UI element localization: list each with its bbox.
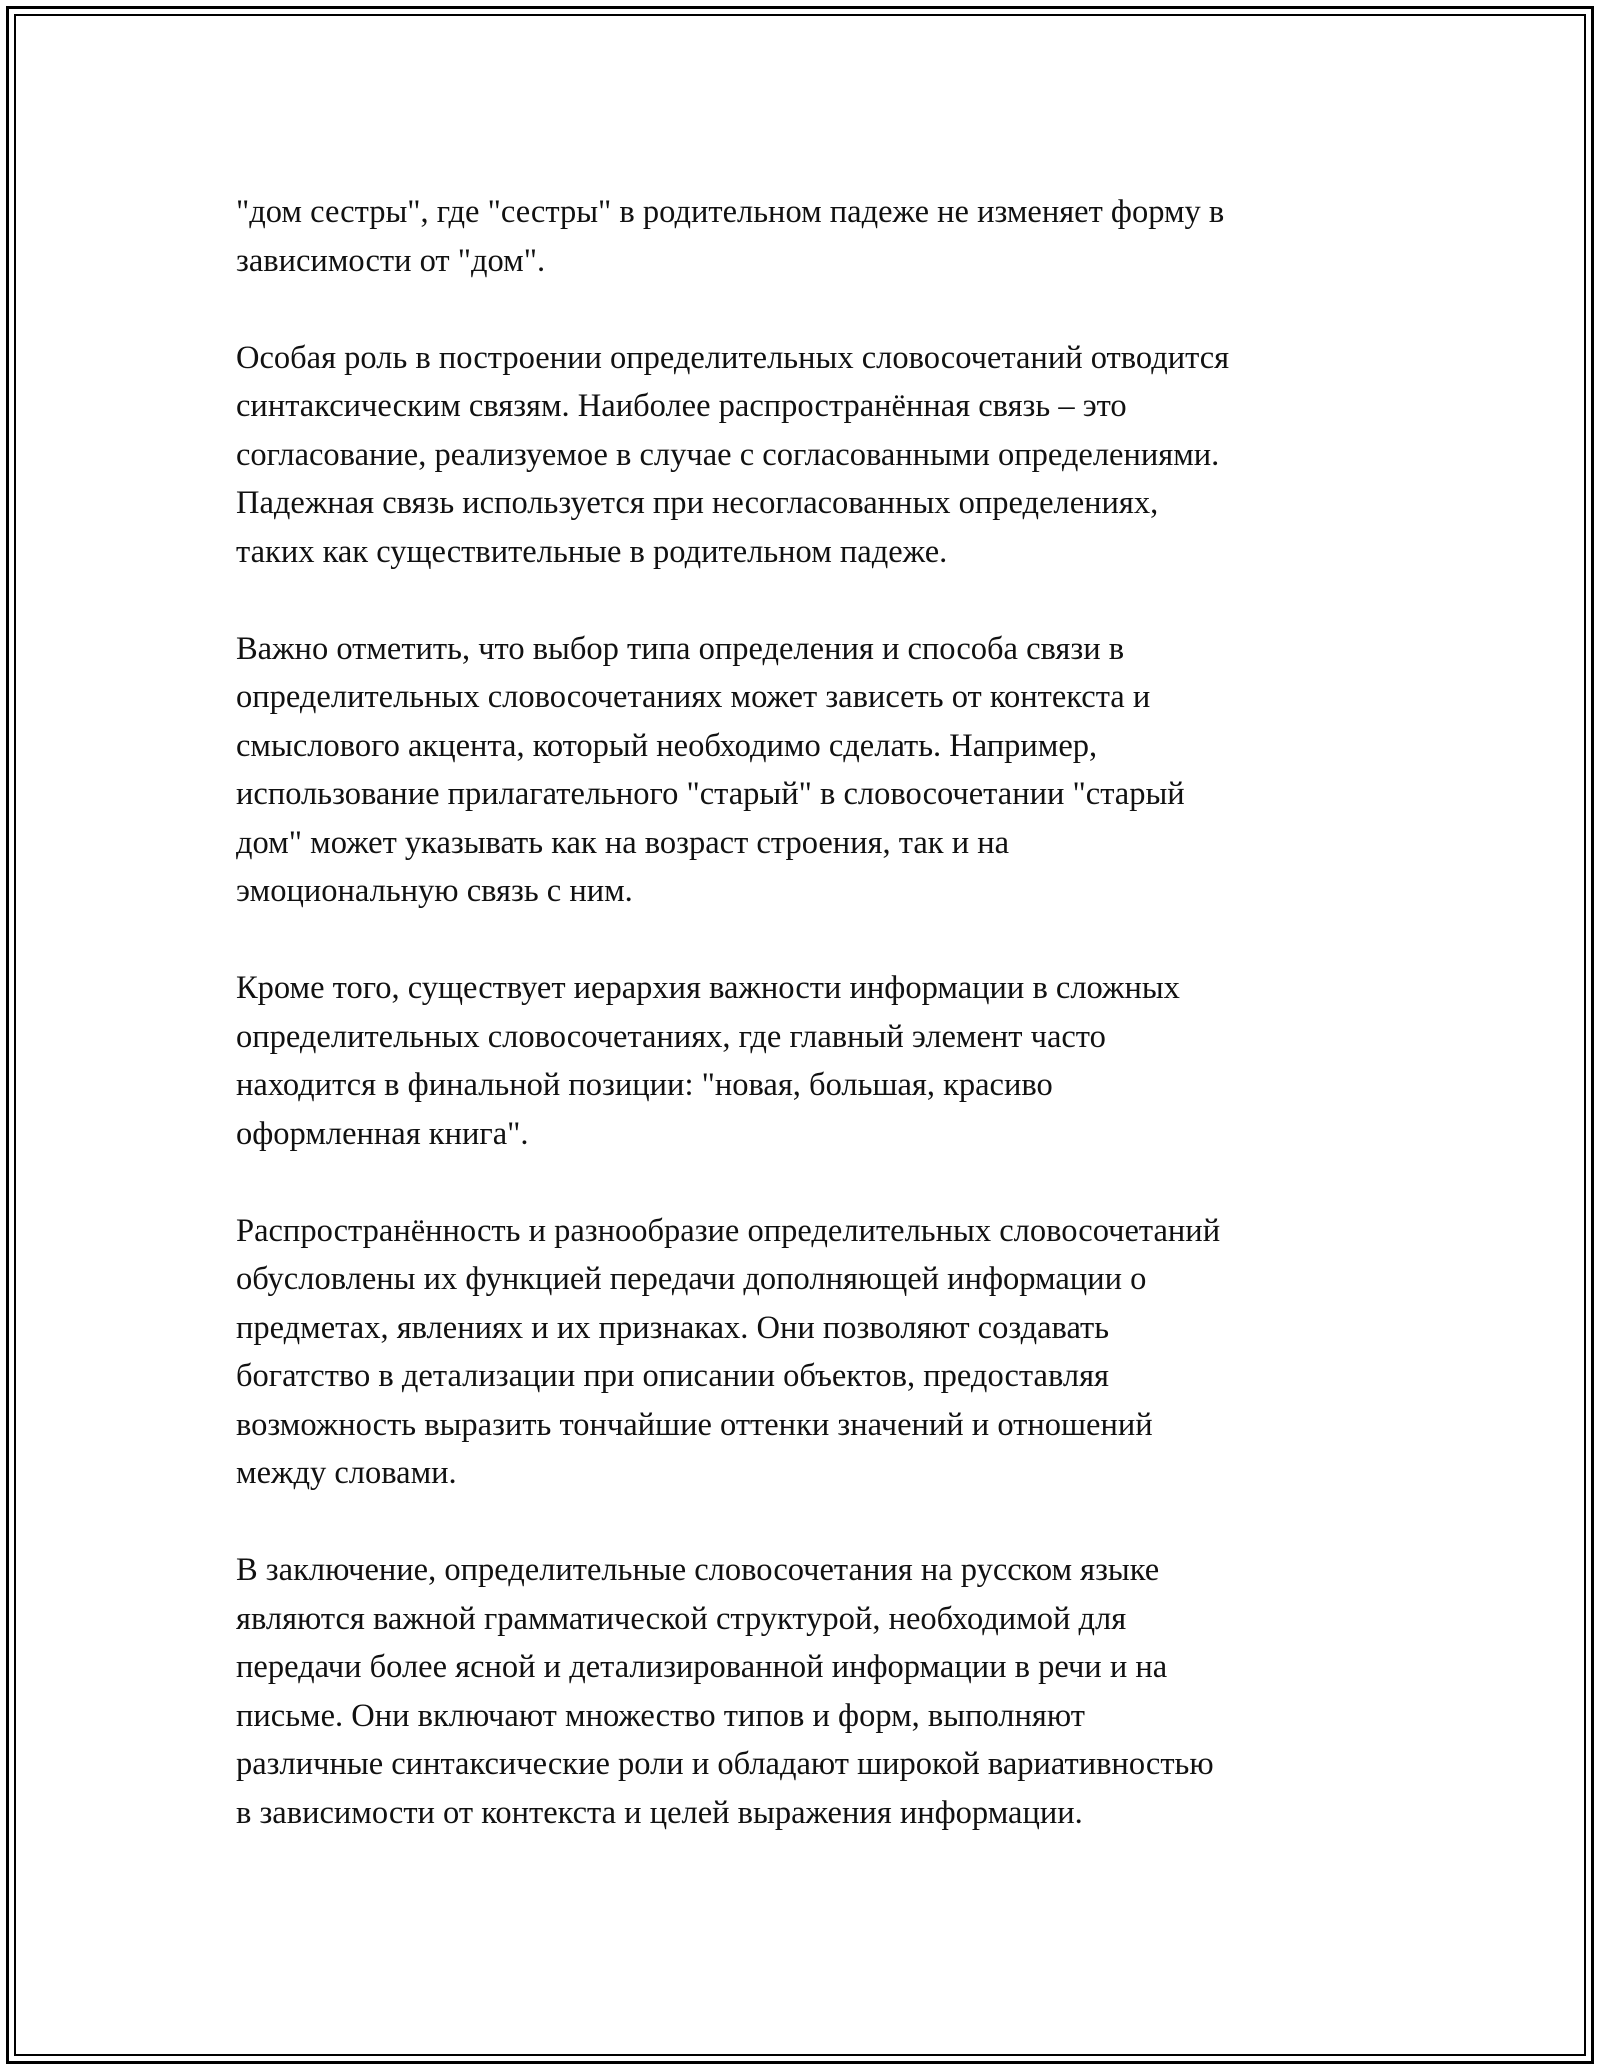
text-line: в зависимости от контекста и целей выражения информации. (236, 1794, 1083, 1831)
text-line: смыслового акцента, который необходимо сделать. Например, (236, 727, 1098, 764)
text-line: письме. Они включают множество типов и форм, выполняют (236, 1697, 1085, 1734)
text-line: Особая роль в построении определительных словосочетаний отводится (236, 339, 1230, 376)
text-line: синтаксическим связям. Наиболее распространённая связь – это (236, 388, 1127, 424)
paragraph-5 (236, 1207, 1376, 1498)
text-line: являются важной грамматической структурой, необходимой для (236, 1600, 1127, 1637)
text-line: "дом сестры", где "сестры" в родительном падеже не изменяет форму в (236, 194, 1225, 230)
text-line: таких как существительные в родительном падеже. (236, 533, 948, 570)
text-line: предметах, явлениях и их признаках. Они позволяют создавать (236, 1309, 1110, 1346)
text-line: богатство в детализации при описании объектов, предоставляя (236, 1358, 1109, 1394)
text-line: оформленная книга". (236, 1115, 529, 1152)
text-line: находится в финальной позиции: "новая, большая, красиво (236, 1067, 1053, 1103)
paragraph-3 (236, 625, 1376, 916)
text-line: зависимости от "дом". (236, 242, 546, 279)
paragraph-4 (236, 964, 1376, 1158)
paragraph-1 (236, 188, 1376, 285)
text-line: эмоциональную связь с ним. (236, 873, 633, 909)
paragraph-6 (236, 1546, 1376, 1837)
text-line: использование прилагательного "старый" в словосочетании "старый (236, 776, 1185, 812)
text-line: возможность выразить тончайшие оттенки значений и отношений (236, 1406, 1153, 1443)
text-line: Падежная связь используется при несогласованных определениях, (236, 485, 1159, 521)
text-line: дом" может указывать как на возраст строения, так и на (236, 824, 1010, 861)
text-line: передачи более ясной и детализированной информации в речи и на (236, 1649, 1168, 1685)
text-line: различные синтаксические роли и обладают широкой вариативностью (236, 1746, 1214, 1782)
text-line: Важно отметить, что выбор типа определения и способа связи в (236, 630, 1125, 667)
text-line: согласование, реализуемое в случае с согласованными определениями. (236, 436, 1220, 473)
text-line: Распространённость и разнообразие определительных словосочетаний (236, 1212, 1221, 1249)
text-line: определительных словосочетаниях, где главный элемент часто (236, 1018, 1106, 1055)
text-line: обусловлены их функцией передачи дополняющей информации о (236, 1261, 1147, 1297)
paragraph-2 (236, 334, 1376, 577)
text-line: между словами. (236, 1455, 457, 1491)
text-line: Кроме того, существует иерархия важности информации в сложных (236, 970, 1180, 1006)
text-line: определительных словосочетаниях может зависеть от контекста и (236, 679, 1151, 715)
text-line: В заключение, определительные словосочетания на русском языке (236, 1552, 1160, 1588)
document-body (236, 188, 1376, 1837)
